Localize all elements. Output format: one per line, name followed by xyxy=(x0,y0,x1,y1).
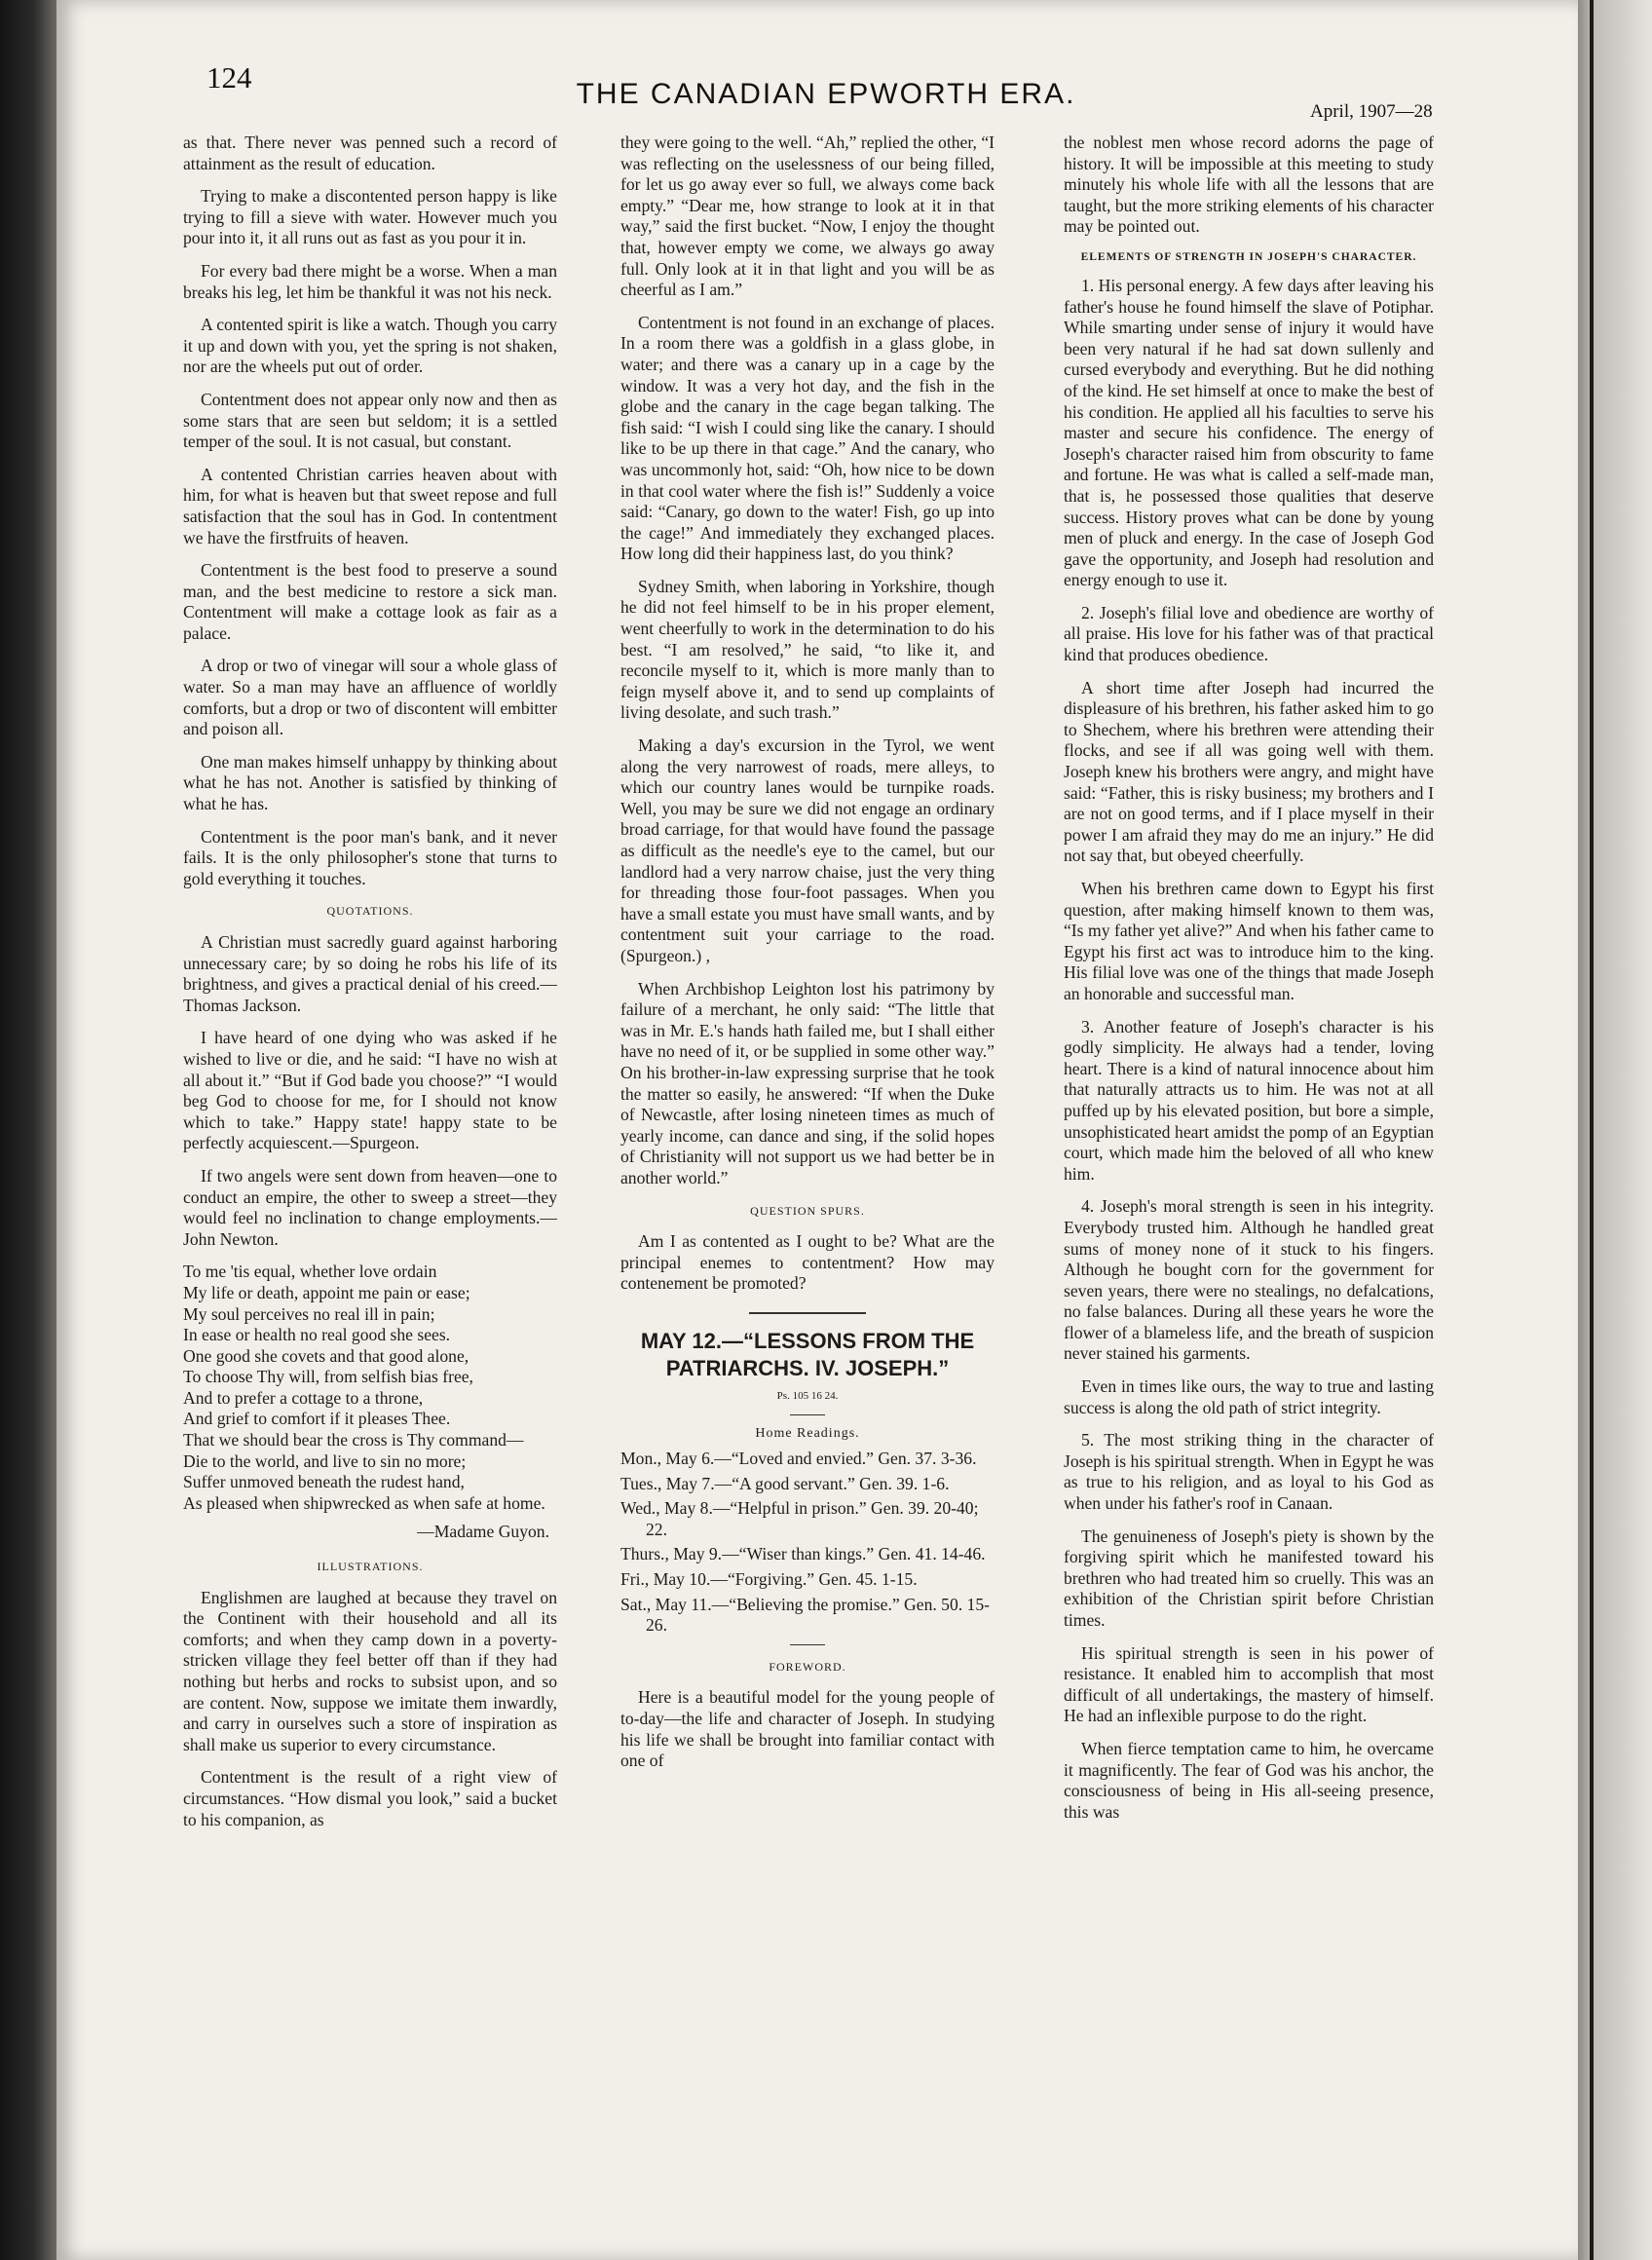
paragraph: 4. Joseph's moral strength is seen in his integrity. Everybody trusted him. Although he handled great sums of money none of it stuck to his fingers. Although he bought corn for the government for seven years, there were no stealings, no defalcations, no false balances. During all these years he wore the flower of a blameless life, and the breath of suspicion never stained his garments. xyxy=(1064,1196,1434,1364)
quotation: A Christian must sacredly guard against harboring unnecessary care; by so doing he robs his life of its brightness, and gives a practical denial of his creed.—Thomas Jackson. xyxy=(183,932,557,1015)
paragraph: A contented spirit is like a watch. Though you carry it up and down with you, yet the spring is not shaken, nor are the wheels put out of order. xyxy=(183,315,557,377)
divider xyxy=(790,1644,825,1645)
reading-item: Mon., May 6.—“Loved and envied.” Gen. 37. 3-36. xyxy=(620,1449,977,1469)
reading-item: Fri., May 10.—“Forgiving.” Gen. 45. 1-15. xyxy=(620,1569,918,1590)
paragraph: 2. Joseph's filial love and obedience are worthy of all praise. His love for his father was of that practical kind that produces obedience. xyxy=(1064,602,1434,665)
column-2 xyxy=(620,132,995,2237)
paragraph: A short time after Joseph had incurred the displeasure of his brethren, his father asked him to go to Shechem, where his brethren were attending their flocks, and see if all was going well with them. Joseph knew his brothers were angry, and might have said: “Father, this is risky business; my brothers and I are not on good terms, and if I place myself in their power I am afraid they may do me an injury.” He did not say that, but obeyed cheerfully. xyxy=(1064,677,1434,866)
paragraph: Contentment does not appear only now and then as some stars that are seen but seldom; it is a settled temper of the soul. It is not casual, but constant. xyxy=(183,389,557,452)
quotation: I have heard of one dying who was asked if he wished to live or die, and he said: “I have no wish at all about it.” “But if God bade you choose?” “I would beg God to choose for me, for I should not know which to take.” Happy state! happy state to be perfectly acquiescent.—Spurgeon. xyxy=(183,1028,557,1153)
paragraph: Am I as contented as I ought to be? What are the principal enemes to contentment? How may contenement be promoted? xyxy=(620,1231,995,1294)
paragraph: Sydney Smith, when laboring in Yorkshire, though he did not feel himself to be in his proper element, went cheerfully to work in the determination to do his best. “I am resolved,” he said, “to like it, and reconcile myself to it, which is more manly than to feign myself above it, and to send up complaints of living desolate, and such trash.” xyxy=(620,576,995,723)
section-heading-home-readings: Home Readings. xyxy=(755,1426,860,1442)
paragraph: Contentment is the best food to preserve a sound man, and the best medicine to restore a sick man. Contentment will make a cottage look as fair as a palace. xyxy=(183,560,557,643)
poem-line: Suffer unmoved beneath the rudest hand, xyxy=(183,1472,465,1492)
paragraph: When Archbishop Leighton lost his patrimony by failure of a merchant, he only said: “The little that was in Mr. E.'s hands hath failed me, but I shall either have no need of it, or be supplied in some other way.” On his brother-in-law expressing surprise that he took the matter so easily, he answered: “If when the Duke of Newcastle, after losing nineteen times as much of yearly income, can dance and sing, if the solid hopes of Christianity will not support us we had better be in another world.” xyxy=(620,978,995,1187)
paragraph: as that. There never was penned such a record of attainment as the result of education. xyxy=(183,132,557,173)
reading-item: Wed., May 8.—“Helpful in prison.” Gen. 39. 20-40; 22. xyxy=(620,1498,979,1539)
section-heading-elements: ELEMENTS OF STRENGTH IN JOSEPH'S CHARACTER. xyxy=(1080,250,1417,263)
poem xyxy=(183,1262,557,1514)
paragraph: One man makes himself unhappy by thinking about what he has not. Another is satisfied by thinking of what he has. xyxy=(183,751,557,814)
quotation: If two angels were sent down from heaven—one to conduct an empire, the other to sweep a street—they would feel no inclination to change employments.—John Newton. xyxy=(183,1165,557,1249)
paragraph: 3. Another feature of Joseph's character is his godly simplicity. He always had a tender, loving heart. There is a kind of natural innocence about him that naturally attracts us to him. He was not at all puffed up by his elevated position, but bore a simple, unsophisticated heart amidst the pomp of an Egyptian court, which made him the beloved of all who knew him. xyxy=(1064,1016,1434,1184)
poem-line: As pleased when shipwrecked as when safe at home. xyxy=(183,1492,545,1513)
poem-line: To me 'tis equal, whether love ordain xyxy=(183,1262,437,1282)
book-binding xyxy=(0,0,56,2260)
poem-line: My life or death, appoint me pain or ease; xyxy=(183,1282,470,1302)
scripture-reference: Ps. 105 16 24. xyxy=(776,1389,839,1402)
paragraph: Making a day's excursion in the Tyrol, we went along the very narrowest of roads, mere alleys, to which our country lanes would be turnpike roads. Well, you may be sure we did not engage an ordinary broad carriage, for that would have found the passage as difficult as the needle's eye to the camel, but our landlord had a very narrow chaise, just the very thing for threading those four-foot passages. When you have a small estate you must have small wants, and by contentment suit your carriage to the road. (Spurgeon.) , xyxy=(620,735,995,965)
poem-line: Die to the world, and live to sin no more; xyxy=(183,1450,467,1471)
section-heading-question-spurs: QUESTION SPURS. xyxy=(750,1203,865,1218)
poem-line: And to prefer a cottage to a throne, xyxy=(183,1387,424,1408)
lesson-title: MAY 12.—“LESSONS FROM THE PATRIARCHS. IV. JOSEPH.” xyxy=(640,1328,975,1380)
reading-item: Thurs., May 9.—“Wiser than kings.” Gen. 41. 14-46. xyxy=(620,1544,986,1564)
paragraph: When fierce temptation came to him, he overcame it magnificently. The fear of God was his anchor, the consciousness of being in His all-seeing presence, this was xyxy=(1064,1738,1434,1822)
column-3 xyxy=(1064,132,1434,2237)
paragraph: A contented Christian carries heaven about with him, for what is heaven but that sweet repose and full satisfaction that the soul has in God. In contentment we have the firstfruits of heaven. xyxy=(183,464,557,547)
page-gutter-line xyxy=(1590,0,1594,2260)
paragraph: they were going to the well. “Ah,” replied the other, “I was reflecting on the uselessness of our being filled, for let us go away ever so full, we always come back empty.” “Dear me, how strange to look at it in that way,” said the first bucket. “Now, I enjoy the thought that, however empty we come, we always go away full. Only look at it in that light and you will be as cheerful as I am.” xyxy=(620,132,995,300)
reading-item: Sat., May 11.—“Believing the promise.” Gen. 50. 15-26. xyxy=(620,1594,991,1636)
section-heading-foreword: FOREWORD. xyxy=(769,1659,846,1674)
publication-title: THE CANADIAN EPWORTH ERA. xyxy=(576,78,1076,110)
reading-item: Tues., May 7.—“A good servant.” Gen. 39. 1-6. xyxy=(620,1473,950,1493)
paragraph: the noblest men whose record adorns the page of history. It will be impossible at this meeting to study minutely his whole life with all the lessons that are taught, but the more striking elements of his character may be pointed out. xyxy=(1064,132,1434,237)
paragraph: A drop or two of vinegar will sour a whole glass of water. So a man may have an affluence of worldly comforts, but a drop or two of discontent will embitter and poison all. xyxy=(183,656,557,739)
divider xyxy=(749,1312,866,1314)
poem-line: My soul perceives no real ill in pain; xyxy=(183,1303,435,1324)
poem-line: One good she covets and that good alone, xyxy=(183,1345,469,1366)
section-heading-illustrations: ILLUSTRATIONS. xyxy=(317,1560,424,1574)
paragraph: 1. His personal energy. A few days after leaving his father's house he found himself the slave of Potiphar. While smarting under sense of injury it would have been very natural if he had sat down sullenly and cursed everybody and everything. But he did nothing of the kind. He set himself at once to make the best of his condition. He applied all his faculties to serve his master and secure his confidence. The energy of Joseph's character raised him from obscurity to fame and fortune. He was what is called a self-made man, that is, he possessed those qualities that deserve success. History proves what can be done by young men of pluck and energy. In the case of Joseph God gave the opportunity, and Joseph had resolution and energy enough to use it. xyxy=(1064,275,1434,590)
section-heading-quotations: QUOTATIONS. xyxy=(326,904,414,919)
paragraph: 5. The most striking thing in the character of Joseph is his spiritual strength. When in Egypt he was as true to his religion, and as loyal to his God as when under his father's roof in Canaan. xyxy=(1064,1430,1434,1514)
paragraph: Englishmen are laughed at because they travel on the Continent with their household and all its comforts; and when they camp down in a poverty-stricken village they feel better off than if they had nothing but herbs and rocks to subsist upon, and so are content. Now, suppose we imitate them inwardly, and carry in ourselves such a store of inspiration as shall make us superior to every circumstance. xyxy=(183,1587,557,1754)
paragraph: Trying to make a discontented person happy is like trying to fill a sieve with water. However much you pour into it, it all runs out as fast as you pour it in. xyxy=(183,186,557,248)
divider xyxy=(790,1414,825,1415)
poem-author: —Madame Guyon. xyxy=(417,1522,549,1542)
readings-list xyxy=(620,1449,995,1637)
paragraph: For every bad there might be a worse. When a man breaks his leg, let him be thankful it was not his neck. xyxy=(183,260,557,302)
paragraph: Here is a beautiful model for the young people of to-day—the life and character of Joseph. In studying his life we shall be brought into familiar contact with one of xyxy=(620,1687,995,1771)
poem-line: In ease or health no real good she sees. xyxy=(183,1325,451,1345)
poem-line: To choose Thy will, from selfish bias free, xyxy=(183,1367,473,1387)
paragraph: Contentment is the poor man's bank, and it never fails. It is the only philosopher's stone that turns to gold everything it touches. xyxy=(183,826,557,888)
page-number: 124 xyxy=(206,60,252,94)
paragraph: Even in times like ours, the way to true and lasting success is along the old path of strict integrity. xyxy=(1064,1376,1434,1417)
poem-line: And grief to comfort if it pleases Thee. xyxy=(183,1409,451,1429)
paragraph: His spiritual strength is seen in his power of resistance. It enabled him to accomplish that most difficult of all undertakings, the mastery of himself. He had an inflexible purpose to do the right. xyxy=(1064,1642,1434,1726)
poem-line: That we should bear the cross is Thy command— xyxy=(183,1430,524,1450)
paragraph: Contentment is not found in an exchange of places. In a room there was a goldfish in a glass globe, in water; and there was a canary up in a cage by the window. It was a very hot day, and the fish in the globe and the canary in the cage began talking. The fish said: “I wish I could sing like the canary. I should like to be up there in that cage.” And the canary, who was uncommonly hot, said: “Oh, how nice to be down in that cool water where the fish is!” Suddenly a voice said: “Canary, go down to the water! Fish, go up into the cage!” And immediately they exchanged places. How long did their happiness last, do you think? xyxy=(620,312,995,564)
paragraph: Contentment is the result of a right view of circumstances. “How dismal you look,” said a bucket to his companion, as xyxy=(183,1767,557,1829)
paragraph: The genuineness of Joseph's piety is shown by the forgiving spirit which he manifested toward his brethren who had treated him so cruelly. This was an exhibition of the Christian spirit before Christian times. xyxy=(1064,1526,1434,1630)
issue-date: April, 1907—28 xyxy=(1310,101,1433,122)
paragraph: When his brethren came down to Egypt his first question, after making himself known to them was, “Is my father yet alive?” And when his father came to Egypt his first act was to introduce him to the king. His filial love was one of the things that made Joseph an honorable and successful man. xyxy=(1064,879,1434,1003)
column-1 xyxy=(183,132,557,2237)
